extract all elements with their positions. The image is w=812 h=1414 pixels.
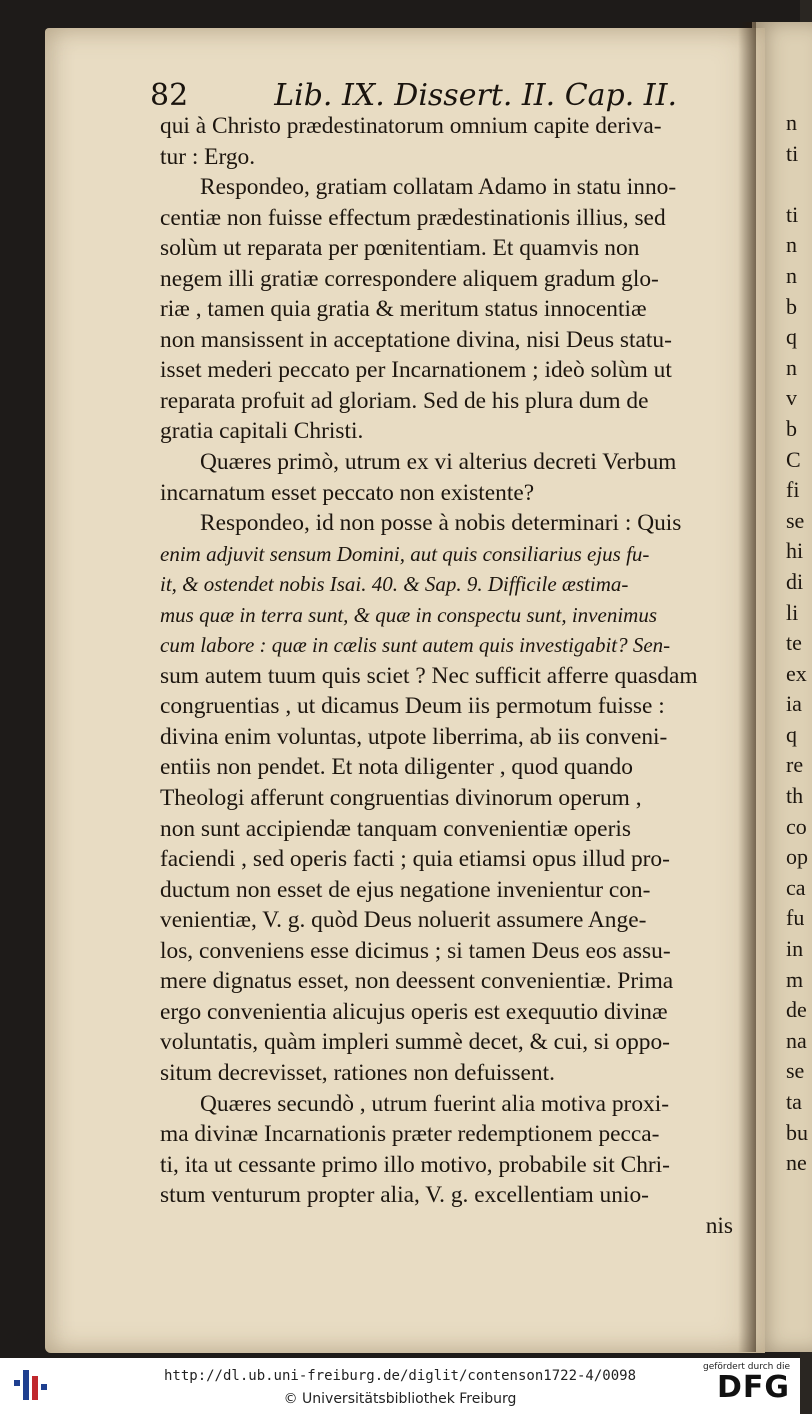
text-line: stum venturum propter alia, V. g. excellentiam unio- xyxy=(160,1182,649,1209)
text-line: entiis non pendet. Et nota diligenter , quod quando xyxy=(160,754,633,781)
facing-page-fragment: di xyxy=(786,568,804,594)
text-line: it, & ostendet nobis Isai. 40. & Sap. 9. Difficile æstima- xyxy=(160,572,629,597)
facing-page-fragment: q xyxy=(786,324,797,350)
facing-page-fragment: ta xyxy=(786,1089,802,1114)
body-text xyxy=(160,111,745,1241)
copyright-notice: © Universitätsbibliothek Freiburg xyxy=(283,1391,517,1407)
text-line: enim adjuvit sensum Domini, aut quis consiliarius ejus fu- xyxy=(160,541,650,566)
text-line: situm decrevisset, rationes non defuissent. xyxy=(160,1059,555,1086)
text-line: Respondeo, gratiam collatam Adamo in statu inno- xyxy=(200,174,677,201)
text-line: mus quæ in terra sunt, & quæ in conspectu sunt, invenimus xyxy=(160,602,657,627)
facing-page-fragment: m xyxy=(786,966,804,992)
sponsor-caption: gefördert durch die xyxy=(703,1362,790,1372)
facing-page-fragment: b xyxy=(786,293,797,319)
facing-page-fragment: li xyxy=(786,599,799,625)
facing-page-fragment: ex xyxy=(786,660,807,686)
facing-page-fragment: th xyxy=(786,783,804,809)
text-line: non mansissent in acceptatione divina, nisi Deus statu- xyxy=(160,326,672,353)
facing-page-fragment: b xyxy=(786,415,797,441)
facing-page-fragment: ia xyxy=(786,691,802,717)
text-line: non sunt accipiendæ tanquam convenientiæ operis xyxy=(160,815,631,842)
text-line: congruentias , ut dicamus Deum iis permotum fuisse : xyxy=(160,693,665,720)
text-line: los, conveniens esse dicimus ; si tamen Deus eos assu- xyxy=(160,937,671,964)
text-line: incarnatum esset peccato non existente? xyxy=(160,479,535,506)
facing-page-fragment: C xyxy=(786,446,801,472)
text-line: Respondeo, id non posse à nobis determinari : Quis xyxy=(200,510,682,537)
text-line: divina enim voluntas, utpote liberrima, ab iis conveni- xyxy=(160,723,668,750)
facing-page-fragment: ca xyxy=(786,874,806,900)
text-line: ductum non esset de ejus negatione invenientur con- xyxy=(160,876,651,903)
facing-page-fragment: na xyxy=(786,1027,807,1053)
text-line: mere dignatus esset, non deessent convenientiæ. Prima xyxy=(160,968,674,995)
text-line: isset mederi peccato per Incarnationem ; ideò solùm ut xyxy=(160,357,672,384)
facing-page-fragment: ti xyxy=(786,201,799,227)
text-line: ma divinæ Incarnationis præter redemptionem pecca- xyxy=(160,1121,660,1148)
text-line: ergo convenientia alicujus operis est exequutio divinæ xyxy=(160,998,668,1025)
viewer-footer xyxy=(0,1358,800,1414)
text-line: Quæres primò, utrum ex vi alterius decreti Verbum xyxy=(200,449,677,476)
facing-page-fragment: n xyxy=(786,354,797,380)
facing-page-fragment: te xyxy=(786,630,802,656)
dfg-sponsor-logo[interactable] xyxy=(700,1362,790,1410)
facing-page-fragment: ne xyxy=(786,1150,807,1176)
facing-page-text xyxy=(786,108,806,1179)
permalink-url[interactable]: http://dl.ub.uni-freiburg.de/diglit/contenson1722-4/0098 xyxy=(163,1368,636,1384)
text-line: gratia capitali Christi. xyxy=(160,418,364,445)
facing-page-fragment: re xyxy=(786,752,804,778)
facing-page-fragment: fu xyxy=(786,905,805,931)
facing-page-fragment xyxy=(786,169,806,200)
text-line: venientiæ, V. g. quòd Deus noluerit assumere Ange- xyxy=(160,907,647,934)
running-title: Lib. IX. Dissert. II. Cap. II. xyxy=(274,78,678,113)
text-line: tur : Ergo. xyxy=(160,143,256,170)
text-line: reparata profuit ad gloriam. Sed de his plura dum de xyxy=(160,387,649,414)
facing-page-fragment: ti xyxy=(786,140,799,166)
facing-page-fragment: se xyxy=(786,1058,805,1084)
facing-page-fragment: q xyxy=(786,721,797,747)
text-line: cum labore : quæ in cælis sunt autem quis investigabit? Sen- xyxy=(160,633,671,658)
facing-page-fragment: op xyxy=(786,844,808,870)
facing-page-fragment: se xyxy=(786,507,805,533)
text-line: riæ , tamen quia gratia & meritum status innocentiæ xyxy=(160,296,647,323)
text-line: centiæ non fuisse effectum prædestinationis illius, sed xyxy=(160,204,666,231)
text-line: faciendi , sed operis facti ; quia etiamsi opus illud pro- xyxy=(160,846,670,873)
dfg-logo-text: DFG xyxy=(716,1370,790,1405)
running-head xyxy=(150,78,678,113)
facing-page-fragment: co xyxy=(786,813,807,839)
facing-page-fragment: n xyxy=(786,262,797,288)
facing-page-fragment: n xyxy=(786,232,797,258)
text-line: solùm ut reparata per pœnitentiam. Et quamvis non xyxy=(160,235,640,262)
facing-page-fragment: de xyxy=(786,997,807,1023)
facing-page-fragment: bu xyxy=(786,1119,808,1145)
facing-page-fragment: n xyxy=(786,110,797,135)
facing-page-fragment: v xyxy=(786,385,797,411)
page-number: 82 xyxy=(150,78,189,113)
text-line: nis xyxy=(705,1212,733,1239)
text-line: Theologi afferunt congruentias divinorum operum , xyxy=(160,785,642,812)
facing-page-fragment: in xyxy=(786,936,804,962)
text-line: sum autem tuum quis sciet ? Nec sufficit afferre quasdam xyxy=(160,662,698,689)
text-line: Quæres secundò , utrum fuerint alia motiva proxi- xyxy=(200,1090,670,1117)
facing-page-fragment: fi xyxy=(786,477,800,503)
text-line: negem illi gratiæ correspondere aliquem gradum glo- xyxy=(160,265,659,292)
text-line: voluntatis, quàm impleri summè decet, & cui, si oppo- xyxy=(160,1029,670,1056)
facing-page-fragment: hi xyxy=(786,538,804,564)
text-line: qui à Christo prædestinatorum omnium capite deriva- xyxy=(160,113,662,139)
text-line: ti, ita ut cessante primo illo motivo, probabile sit Chri- xyxy=(160,1151,670,1178)
